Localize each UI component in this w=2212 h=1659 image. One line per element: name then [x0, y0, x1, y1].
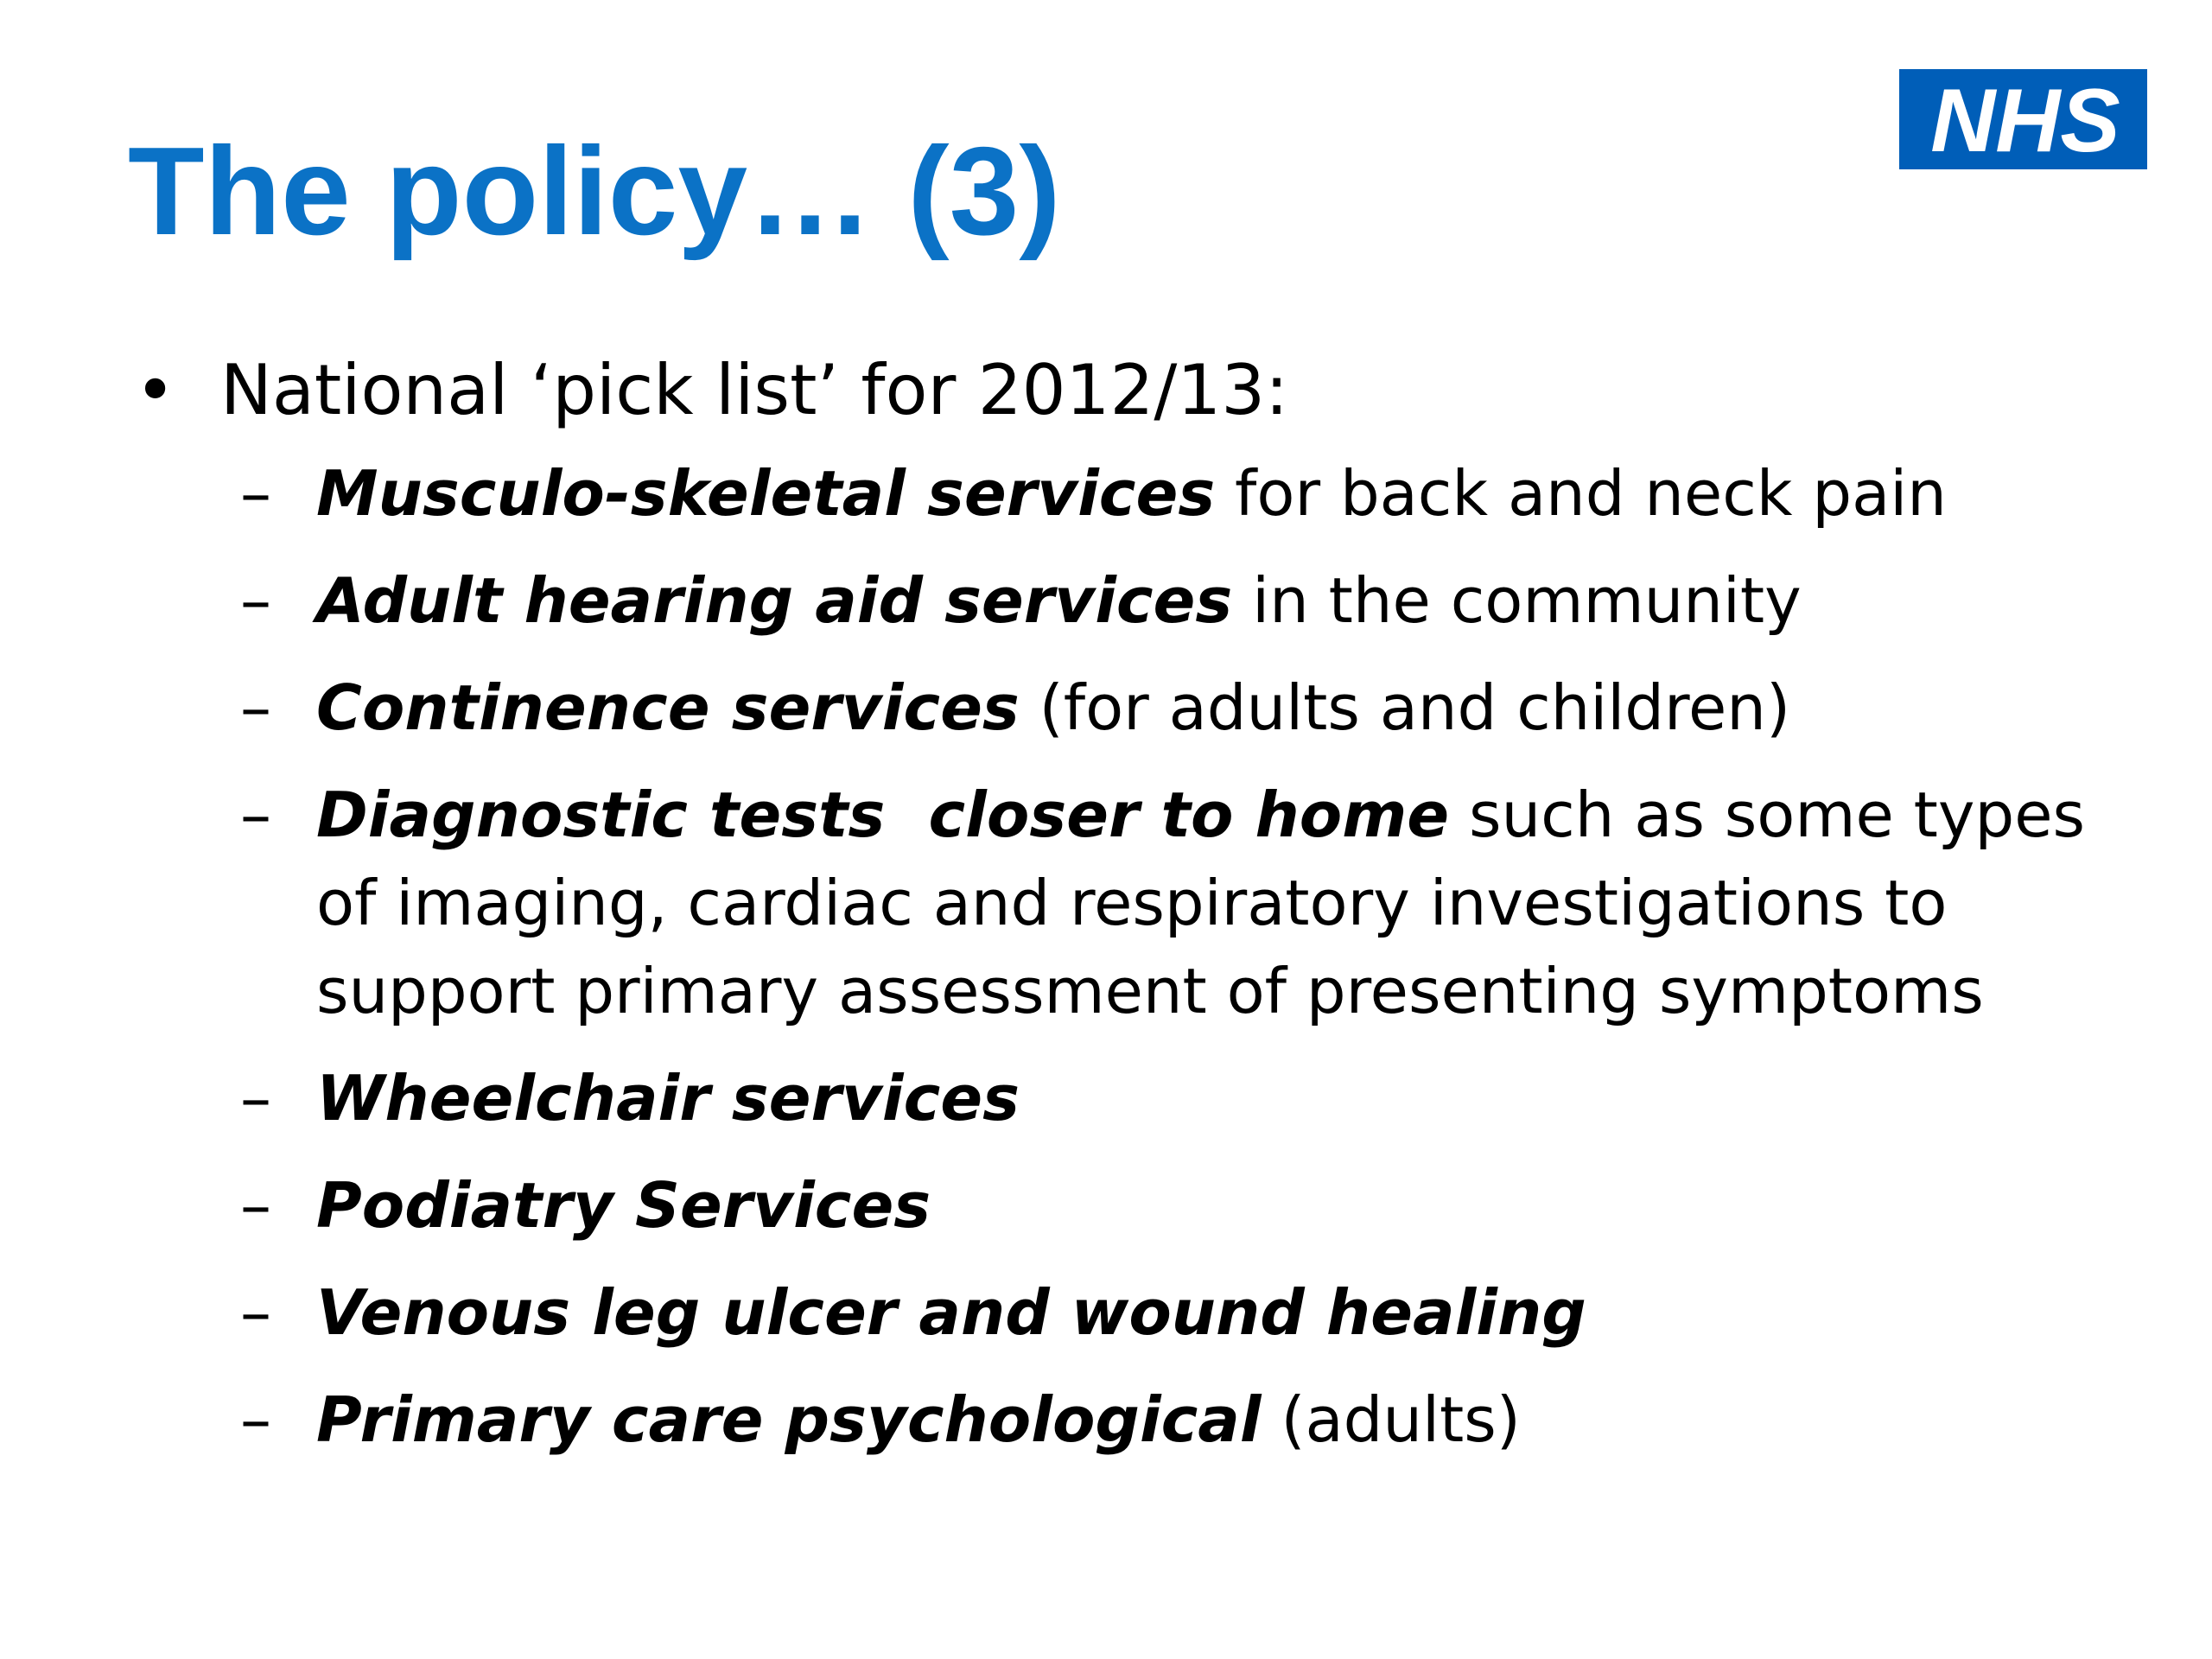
item-emphasis: Wheelchair services	[316, 1062, 1020, 1135]
bullet-text: National ‘pick list’ for 2012/13:	[220, 350, 1289, 430]
item-text: in the community	[1232, 564, 1802, 637]
dash-marker: –	[240, 671, 271, 744]
list-item-podiatry	[128, 1161, 2115, 1249]
list-item-venous-leg-ulcer	[128, 1268, 2115, 1357]
pick-list-items	[128, 449, 2115, 1464]
bullet-item-pick-list	[128, 339, 2115, 442]
dash-marker: –	[240, 1062, 271, 1135]
item-emphasis: Venous leg ulcer and wound healing	[316, 1276, 1586, 1349]
svg-text:NHS: NHS	[1930, 71, 2120, 169]
dash-marker: –	[240, 564, 271, 637]
list-item-continence	[128, 664, 2115, 752]
item-emphasis: Musculo-skeletal services	[316, 457, 1216, 530]
dash-marker: –	[240, 779, 271, 851]
dash-marker: –	[240, 1383, 271, 1456]
item-emphasis: Adult hearing aid services	[316, 564, 1233, 637]
bullet-marker: •	[135, 350, 176, 430]
list-item-musculo-skeletal	[128, 449, 2115, 537]
slide-body	[128, 339, 2115, 1483]
item-continuation-line: support primary assessment of presenting symptoms	[316, 955, 1984, 1027]
dash-marker: –	[240, 1169, 271, 1242]
item-continuation-line: of imaging, cardiac and respiratory investigations to	[316, 867, 1948, 939]
list-item-diagnostic-tests	[128, 771, 2115, 1035]
item-text: such as some types	[1449, 779, 2086, 851]
item-text: (for adults and children)	[1019, 671, 1791, 744]
item-emphasis: Podiatry Services	[316, 1169, 931, 1242]
item-text: for back and neck pain	[1215, 457, 1947, 530]
nhs-logo	[1899, 69, 2147, 169]
item-emphasis: Primary care psychological	[316, 1383, 1262, 1456]
item-emphasis: Diagnostic tests closer to home	[316, 779, 1450, 851]
dash-marker: –	[240, 457, 271, 530]
list-item-primary-care-psychological	[128, 1376, 2115, 1464]
slide-title: The policy… (3)	[128, 121, 1061, 261]
item-emphasis: Continence services	[316, 671, 1020, 744]
list-item-wheelchair	[128, 1054, 2115, 1142]
dash-marker: –	[240, 1276, 271, 1349]
item-text: (adults)	[1261, 1383, 1521, 1456]
list-item-hearing-aid	[128, 556, 2115, 645]
